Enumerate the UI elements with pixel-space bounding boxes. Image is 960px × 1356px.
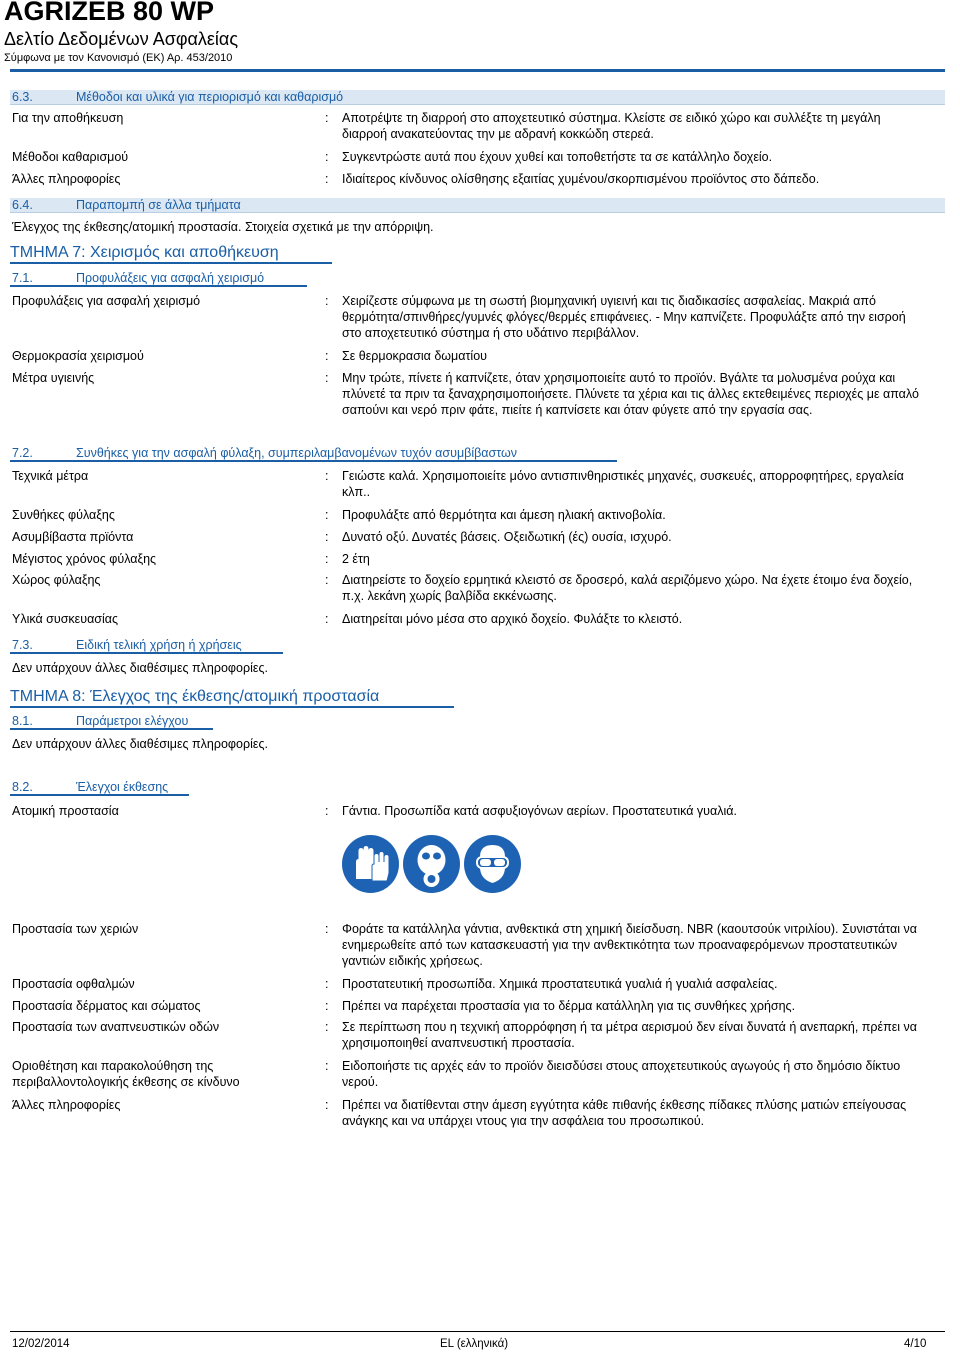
subsection-number: 7.1. [12, 271, 33, 285]
row-colon: : [325, 111, 329, 125]
subsection-title: Παράμετροι ελέγχου [76, 714, 189, 728]
row-colon: : [325, 371, 329, 385]
row-colon: : [325, 469, 329, 483]
subsection-number: 6.3. [12, 90, 33, 104]
row-label: Υλικά συσκευασίας [12, 612, 119, 626]
subsection-number: 6.4. [12, 198, 33, 212]
row-label: Θερμοκρασία χειρισμού [12, 349, 144, 363]
section-text: Έλεγχος της έκθεσης/ατομική προστασία. Στοιχεία σχετικά με την απόρριψη. [12, 220, 434, 234]
row-label: Άλλες πληροφορίες [12, 1098, 121, 1112]
footer-language: EL (ελληνικά) [440, 1338, 509, 1350]
row-value: Διατηρείται μόνο μέσα στο αρχικό δοχείο. Φυλάξτε το κλειστό. [342, 612, 683, 626]
row-value: Γειώστε καλά. Χρησιμοποιείτε μόνο αντισπινθηριστικές μηχανές, συσκευές, απορροφητήρες, εργαλεία κλπ.. [342, 469, 904, 499]
row-colon: : [325, 922, 329, 936]
subsection-title: Μέθοδοι και υλικά για περιορισμό και καθαρισμό [76, 90, 344, 104]
row-value: Ειδοποιήστε τις αρχές εάν το προϊόν διεισδύσει στους αποχετευτικούς αγωγούς ή στο δημόσιο δίκτυο νερού. [342, 1059, 901, 1089]
regulation-note: Σύμφωνα με τον Κανονισμό (ΕΚ) Αρ. 453/2010 [4, 52, 233, 64]
row-colon: : [325, 1059, 329, 1073]
row-colon: : [325, 552, 329, 566]
row-label: Χώρος φύλαξης [12, 573, 101, 587]
document-title: Δελτίο Δεδομένων Ασφαλείας [4, 29, 239, 49]
row-colon: : [325, 977, 329, 991]
row-colon: : [325, 508, 329, 522]
subsection-number: 8.2. [12, 780, 33, 794]
row-colon: : [325, 530, 329, 544]
row-colon: : [325, 172, 329, 186]
row-label: Άλλες πληροφορίες [12, 172, 121, 186]
row-label: Προστασία οφθαλμών [12, 977, 135, 991]
subsection-number: 8.1. [12, 714, 33, 728]
section-7-title: ΤΜΗΜΑ 7: Χειρισμός και αποθήκευση [10, 244, 279, 261]
subsection-7-2-header [10, 446, 617, 462]
row-colon: : [325, 999, 329, 1013]
subsection-7-3-header [10, 638, 283, 654]
subsection-title: Συνθήκες για την ασφαλή φύλαξη, συμπεριλαμβανομένων τυχόν ασυμβίβαστων [76, 446, 518, 460]
subsection-title: Παραπομπή σε άλλα τμήματα [76, 198, 241, 212]
section-8-underline [10, 706, 454, 708]
row-label: Προστασία των χεριών [12, 922, 139, 936]
subsection-title: Ειδική τελική χρήση ή χρήσεις [76, 638, 242, 652]
row-value: Φοράτε τα κατάλληλα γάντια, ανθεκτικά στη χημική διείσδυση. NBR (καουτσούκ νιτριλίου). Συνιστάται να ενημερωθείτε από των κατασκευαστή για την ανθεκτικότητα των προαναφερόμενων προστατευτικών γαντιών ειδικής χρήσεως. [342, 922, 917, 968]
row-label: Μέθοδοι καθαρισμού [12, 150, 129, 164]
gloves-icon [342, 835, 399, 893]
row-value: Προφυλάξτε από θερμότητα και άμεση ηλιακή ακτινοβολία. [342, 508, 666, 522]
section-text: Δεν υπάρχουν άλλες διαθέσιμες πληροφορίες. [12, 737, 268, 751]
row-value: Δυνατό οξύ. Δυνατές βάσεις. Οξειδωτική (ές) ουσία, ισχυρό. [342, 530, 672, 544]
section-8-title: ΤΜΗΜΑ 8: Έλεγχος της έκθεσης/ατομική προστασία [10, 688, 380, 705]
subsection-title: Έλεγχοι έκθεσης [76, 780, 169, 794]
footer-rule [10, 1331, 945, 1332]
subsection-6-4-header [10, 198, 945, 213]
row-value: Συγκεντρώστε αυτά που έχουν χυθεί και τοποθετήστε τα σε κατάλληλο δοχείο. [342, 150, 773, 164]
row-colon: : [325, 573, 329, 587]
subsection-7-1-header [10, 271, 307, 287]
row-value: Προστατευτική προσωπίδα. Χημικά προστατευτικά γυαλιά ή γυαλιά ασφαλείας. [342, 977, 778, 991]
row-value: Αποτρέψτε τη διαρροή στο αποχετευτικό σύστημα. Κλείστε σε ειδικό χώρο και συλλέξτε τη μεγάλη διαρροή ανακατεύοντας την με αδρανή κοκκώδη στερεά. [342, 111, 881, 141]
row-label: Προφυλάξεις για ασφαλή χειρισμό [12, 294, 201, 308]
row-label: Μέτρα υγιεινής [12, 371, 95, 385]
subsection-8-1-header [10, 714, 213, 730]
row-label: Ατομική προστασία [12, 804, 119, 818]
row-colon: : [325, 150, 329, 164]
row-colon: : [325, 1098, 329, 1112]
product-name: AGRIZEB 80 WP [4, 0, 215, 26]
subsection-title: Προφυλάξεις για ασφαλή χειρισμό [76, 271, 265, 285]
row-colon: : [325, 612, 329, 626]
row-value: 2 έτη [342, 552, 370, 566]
row-label: Συνθήκες φύλαξης [12, 508, 115, 522]
footer-date: 12/02/2014 [12, 1338, 70, 1350]
row-value: Χειρίζεστε σύμφωνα με τη σωστή βιομηχανική υγιεινή και τις διαδικασίες ασφαλείας. Μακριά από θερμότητα/σπινθήρες/γυμνές φλόγες/θερμές επιφάνειες. - Μην καπνίζετε. Προφυλάξτε από την εισροή στο αποχετευτικό σύστημα ή στο υδάτινο περιβάλλον. [342, 294, 906, 340]
row-value: Γάντια. Προσωπίδα κατά ασφυξιογόνων αερίων. Προστατευτικά γυαλιά. [342, 804, 737, 818]
gas-mask-icon [403, 835, 460, 893]
row-label: Οριοθέτηση και παρακολούθηση της περιβαλλοντολογικής έκθεσης σε κίνδυνο [12, 1059, 240, 1089]
row-label: Προστασία των αναπνευστικών οδών [12, 1020, 220, 1034]
row-colon: : [325, 804, 329, 818]
row-label: Προστασία δέρματος και σώματος [12, 999, 201, 1013]
row-value: Ιδιαίτερος κίνδυνος ολίσθησης εξαιτίας χυμένου/σκορπισμένου προϊόντος στο δάπεδο. [342, 172, 820, 186]
row-colon: : [325, 294, 329, 308]
row-value: Σε θερμοκρασια δωματίου [342, 349, 487, 363]
row-value: Πρέπει να παρέχεται προστασία για το δέρμα κατάλληλη για τις συνθήκες χρήσης. [342, 999, 796, 1013]
row-colon: : [325, 349, 329, 363]
footer-page-number: 4/10 [904, 1338, 927, 1350]
row-label: Τεχνικά μέτρα [12, 469, 89, 483]
section-7-underline [10, 262, 332, 264]
subsection-8-2-header [10, 780, 189, 796]
header-rule [10, 69, 945, 72]
section-text: Δεν υπάρχουν άλλες διαθέσιμες πληροφορίες. [12, 661, 268, 675]
row-colon: : [325, 1020, 329, 1034]
subsection-number: 7.3. [12, 638, 33, 652]
goggles-icon [464, 835, 521, 893]
row-value: Μην τρώτε, πίνετε ή καπνίζετε, όταν χρησιμοποιείτε αυτό το προϊόν. Βγάλτε τα μολυσμένα ρούχα και πλύνετέ τα πριν τα ξαναχρησιμοποιήσετε. Πλύνετε τα χέρια και τις άλλες εκτεθειμένες περιοχές με απαλό σαπούνι και νερό πριν φάτε, πιείτε ή καπνίσετε και όταν φύγετε από την εργασία σας. [342, 371, 919, 417]
subsection-number: 7.2. [12, 446, 33, 460]
row-value: Διατηρείστε το δοχείο ερμητικά κλειστό σε δροσερό, καλά αεριζόμενο χώρο. Να έχετε έτοιμο ένα δοχείο, π.χ. λεκάνη χωρίς βαλβίδα εκκένωσης. [342, 573, 913, 603]
row-label: Για την αποθήκευση [12, 111, 124, 125]
row-label: Μέγιστος χρόνος φύλαξης [12, 552, 157, 566]
row-value: Σε περίπτωση που η τεχνική απορρόφηση ή τα μέτρα αερισμού δεν είναι δυνατά ή ανεπαρκή, πρέπει να χρησιμοποιηθεί αναπνευστική προστασία. [342, 1020, 918, 1050]
row-value: Πρέπει να διατίθενται στην άμεση εγγύτητα κάθε πιθανής έκθεσης πίδακες πλύσης ματιών επείγουσας ανάγκης και να υπάρχει ντους για την ασφάλεια του προσωπικού. [342, 1098, 907, 1128]
row-label: Ασυμβίβαστα πρϊόντα [12, 530, 134, 544]
subsection-6-3-header [10, 90, 945, 105]
